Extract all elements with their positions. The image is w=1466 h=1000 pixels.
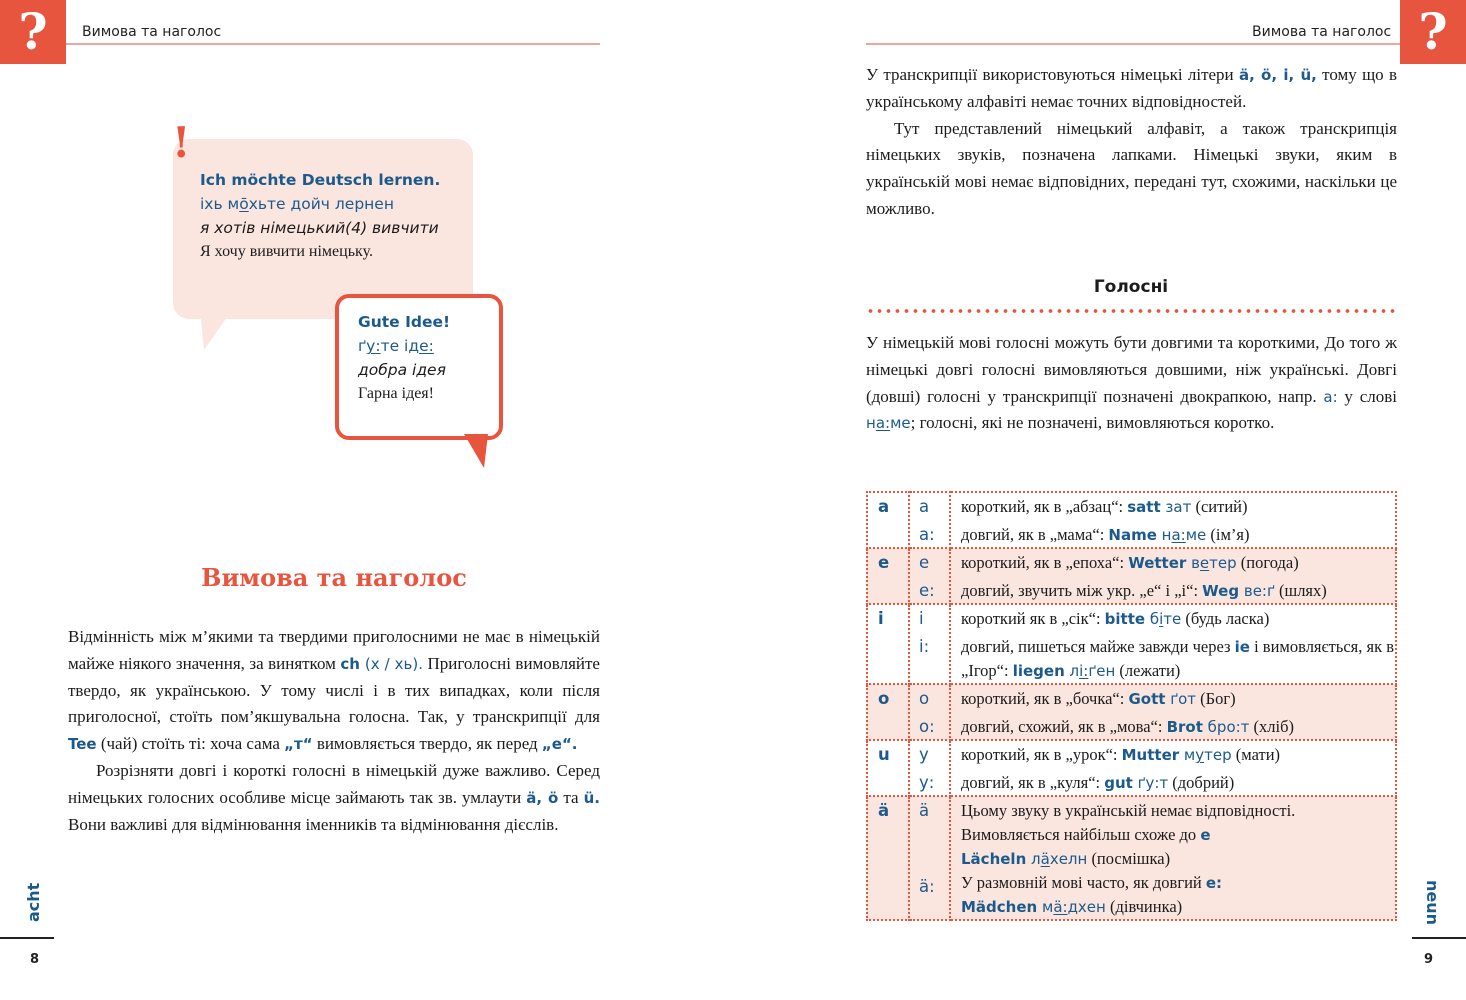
speech-bubble-1-tail xyxy=(196,310,236,352)
bubble-2-text xyxy=(358,310,450,406)
paragraph-2: Розрізняти довгі і короткі голосні в німецькій дуже важливо. Серед німецьких голосних особливе місце займають так зв. умлаути ä, ö та ü. Вони важливі для відмінювання іменників та відмінювання дієслів. xyxy=(68,760,600,834)
exclamation-icon: ! xyxy=(172,118,191,167)
vowel-transcription: е е: xyxy=(909,548,950,604)
table-row xyxy=(867,740,1396,796)
vowel-transcription: о о: xyxy=(909,684,950,740)
header-rule-left xyxy=(66,43,600,45)
bubble-2-german: Gute Idee! xyxy=(358,313,451,331)
vowel-description: Цьому звуку в українській немає відповідності. Вимовляється найбільш схоже до e Lächeln лäхелн (посмішка) У размовній мові часто, як довгий e: Mädchen мä:дхен (дівчинка) xyxy=(950,796,1396,920)
question-mark-icon-right: ? xyxy=(1400,0,1466,64)
bubble-2-literal: добра ідея xyxy=(358,361,446,379)
vowel-letter: u xyxy=(867,740,909,796)
bubble-1-text xyxy=(200,168,440,264)
vowel-letter: a xyxy=(867,492,909,548)
intro-paragraph-1: У транскрипції використовуються німецькі літери ä, ö, i, ü, тому що в українському алфавіті немає точних відповідностей. xyxy=(866,65,1397,111)
page-number-right: 9 xyxy=(1424,952,1434,967)
table-row xyxy=(867,604,1396,684)
vowel-transcription: ä ä: xyxy=(909,796,950,920)
intro-paragraph-2: Тут представлений німецький алфавіт, а також транскрипція німецьких звуків, позначена лапками. Німецькі звуки, яким в українській мові немає відповідних, передані тут, схожими, наскільки це можливо. xyxy=(866,118,1397,218)
vowel-letter: e xyxy=(867,548,909,604)
vowels-heading: Голосні xyxy=(1093,277,1169,297)
bubble-1-transcription: іхь мо̄хьте дойч лернен xyxy=(200,195,394,213)
table-row xyxy=(867,492,1396,548)
vowels-paragraph: У німецькій мові голосні можуть бути довгими та короткими, До того ж німецькі довгі голосні вимовляються довшими, ніж українські. Довгі (довші) голосні у транскрипції позначені двокрапкою, напр. а: у слові на:ме; голосні, які не позначені, вимовляються коротко. xyxy=(866,333,1398,433)
vowel-transcription: і і: xyxy=(909,604,950,684)
vowel-description: короткий, як в „абзац“: satt зат (ситий) довгий, як в „мама“: Name на:ме (ім’я) xyxy=(950,492,1396,548)
bubble-1-literal: я хотів німецький(4) вивчити xyxy=(200,219,439,237)
question-mark-icon: ? xyxy=(0,0,66,64)
running-title-right: Вимова та наголос xyxy=(1252,24,1392,40)
table-row xyxy=(867,548,1396,604)
side-word-right: neun xyxy=(1423,880,1442,926)
speech-bubble-2-tail xyxy=(462,434,492,470)
table-row xyxy=(867,684,1396,740)
right-intro-text xyxy=(866,62,1397,223)
vowel-transcription: а а: xyxy=(909,492,950,548)
page-number-left: 8 xyxy=(30,952,40,967)
vowel-letter: o xyxy=(867,684,909,740)
footer-rule-left xyxy=(0,937,54,939)
vowel-description: короткий як в „сік“: bitte біте (будь ласка) довгий, пишеться майже завжди через ie і вимовляється, як в „Ігор“: liegen лі:ґен (лежати) xyxy=(950,604,1396,684)
vowel-description: короткий, як в „бочка“: Gott ґот (Бог) довгий, схожий, як в „мова“: Brot бро:т (хліб) xyxy=(950,684,1396,740)
bubble-1-translation: Я хочу вивчити німецьку. xyxy=(200,243,373,260)
vowel-transcription: у у: xyxy=(909,740,950,796)
header-rule-right xyxy=(866,43,1400,45)
vowel-description: короткий, як в „епоха“: Wetter ветер (погода) довгий, звучить між укр. „е“ і „і“: Weg ве:ґ (шлях) xyxy=(950,548,1396,604)
section-title: Вимова та наголос xyxy=(201,563,467,592)
vowel-letter: i xyxy=(867,604,909,684)
dotted-divider xyxy=(866,308,1396,314)
bubble-1-german: Ich möchte Deutsch lernen. xyxy=(200,171,441,189)
bubble-2-translation: Гарна ідея! xyxy=(358,385,434,402)
table-row xyxy=(867,796,1396,920)
left-body-text xyxy=(68,624,600,838)
side-word-left: acht xyxy=(24,882,43,922)
vowels-table xyxy=(866,491,1397,921)
bubble-2-transcription: ґу:те іде: xyxy=(358,337,434,355)
footer-rule-right xyxy=(1412,937,1466,939)
paragraph-1: Відмінність між м’якими та твердими приголосними не має в німецькій майже ніякого значення, за винятком ch (х / хь). Приголосні вимовляйте твердо, як українською. У тому числі і в тих випадках, коли після приголосної, стоїть пом’якшувальна голосна. Так, у транскрипції для Tee (чай) стоїть ті: хоча сама „т“ вимовляється твердо, як перед „е“. xyxy=(68,627,600,754)
running-title-left: Вимова та наголос xyxy=(82,24,222,40)
vowel-letter: ä xyxy=(867,796,909,920)
vowel-description: короткий, як в „урок“: Mutter мутер (мати) довгий, як в „куля“: gut ґу:т (добрий) xyxy=(950,740,1396,796)
